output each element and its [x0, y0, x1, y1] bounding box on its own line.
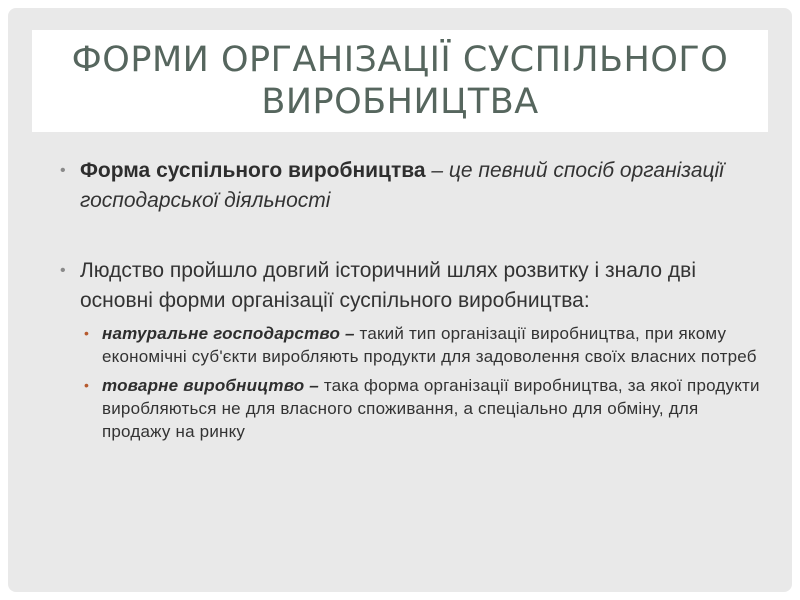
sub-bullet-marker-icon: •	[84, 325, 90, 341]
history-text: Людство пройшло довгий історичний шлях розвитку і знало дві основні форми організації суспільного виробництва:	[80, 259, 697, 312]
title-box	[32, 30, 768, 132]
slide-title: ФОРМИ ОРГАНІЗАЦІЇ СУСПІЛЬНОГО ВИРОБНИЦТВА	[71, 40, 729, 122]
bullet-definition	[60, 156, 760, 216]
sub-bullet-marker-icon: •	[84, 377, 90, 393]
definition-term: Форма суспільного виробництва	[80, 159, 426, 182]
subitem-commodity-production	[60, 374, 760, 443]
slide-content	[60, 156, 760, 443]
subitem-term: натуральне господарство –	[102, 324, 355, 343]
bullet-marker-icon: •	[60, 262, 66, 279]
subitem-text: такий тип організації виробництва, при якому економічні суб'єкти виробляють продукти для задоволення своїх власних потреб	[102, 324, 757, 366]
subitem-natural-economy	[60, 322, 760, 368]
bullet-history	[60, 256, 760, 316]
definition-text: – це певний спосіб організації господарської діяльності	[80, 159, 724, 212]
bullet-marker-icon: •	[60, 162, 66, 179]
subitem-text: така форма організації виробництва, за якої продукти виробляються не для власного споживання, а спеціально для обміну, для продажу на ринку	[102, 376, 760, 441]
subitem-term: товарне виробництво –	[102, 376, 319, 395]
